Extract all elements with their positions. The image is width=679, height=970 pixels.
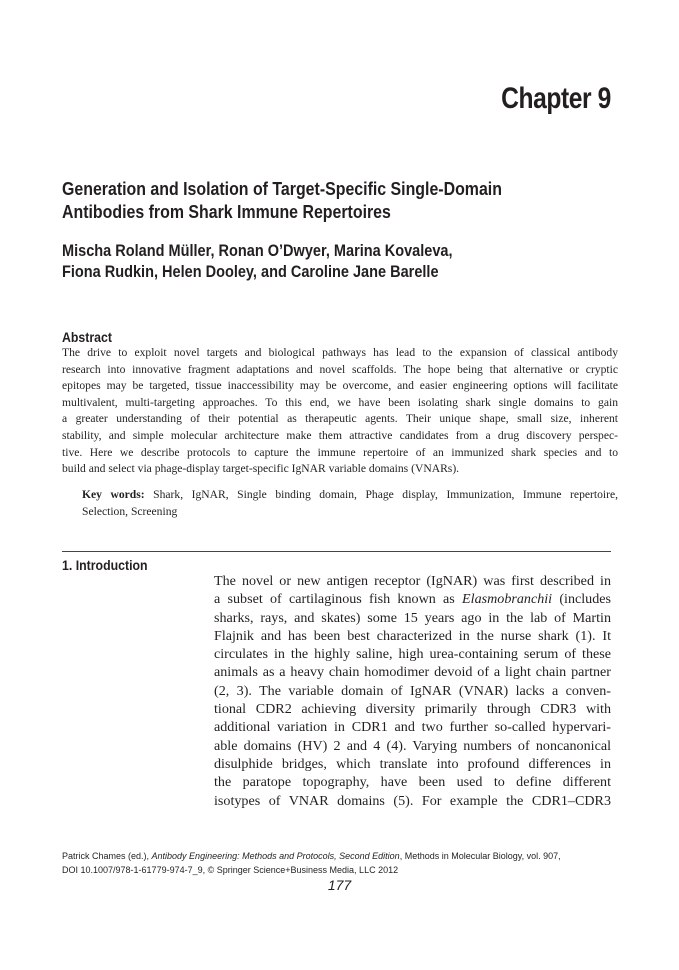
intro-line: disulphide bridges, which translate into profound differences in [214, 755, 611, 772]
keywords-label: Key words: [82, 488, 145, 501]
abstract-line: stability, and simple molecular architecture make them attractive candidates from a drug discovery perspec- [62, 428, 618, 442]
footer-line: Patrick Chames (ed.), Antibody Engineering: Methods and Protocols, Second Edition, Methods in Molecular Biology, vol. 907, [62, 851, 561, 861]
intro-line: Flajnik and has been best characterized in the nurse shark (1). It [214, 627, 611, 644]
intro-line: able domains (HV) 2 and 4 (4). Varying numbers of noncanonical [214, 737, 611, 754]
chapter-label: Chapter 9 [501, 82, 611, 115]
abstract-line: build and select via phage-display target-specific IgNAR variable domains (VNARs). [62, 462, 460, 476]
footer-line: DOI 10.1007/978-1-61779-974-7_9, © Springer Science+Business Media, LLC 2012 [62, 864, 399, 875]
intro-line: animals as a heavy chain homodimer devoid of a light chain partner [214, 664, 611, 681]
introduction-body [214, 572, 611, 810]
abstract-line: The drive to exploit novel targets and biological pathways has lead to the expansion of classical antibody [62, 346, 618, 359]
authors-line: Mischa Roland Müller, Ronan O’Dwyer, Marina Kovaleva, [62, 242, 453, 260]
title-line: Generation and Isolation of Target-Specific Single-Domain [62, 178, 502, 199]
intro-line: isotypes of VNAR domains (5). For example the CDR1–CDR3 [214, 792, 611, 809]
book-title: Antibody Engineering: Methods and Protocols, Second Edition [151, 851, 400, 861]
intro-line: a subset of cartilaginous fish known as Elasmobranchii (includes [214, 591, 612, 608]
authors-line: Fiona Rudkin, Helen Dooley, and Caroline Jane Barelle [62, 263, 439, 281]
intro-line: sharks, rays, and skates) some 15 years ago in the lab of Martin [214, 609, 611, 626]
abstract-line: multivalent, multi-targeting approaches. To this end, we have been isolating shark single domains to gain [62, 395, 618, 409]
taxon-name: Elasmobranchii [462, 591, 553, 608]
keywords [82, 486, 618, 520]
abstract-line: epitopes may be targeted, tissue inaccessibility may be overcome, and easier engineering options will facilitate [62, 379, 618, 393]
abstract-line: research into innovative fragment adaptations and novel scaffolds. The hope being that alternative or cryptic [62, 362, 618, 376]
abstract-heading: Abstract [62, 329, 112, 345]
abstract-line: a greater understanding of their potential as therapeutic agents. Their unique shape, small size, inherent [62, 412, 618, 426]
intro-line: circulates in the highly saline, high urea-containing serum of these [214, 646, 611, 663]
keywords-text: Selection, Screening [82, 505, 178, 518]
authors [62, 241, 453, 283]
abstract-line: tive. Here we describe protocols to capture the immune repertoire of an immunized shark species and to [62, 445, 618, 459]
section-divider [62, 551, 611, 552]
introduction-heading: 1. Introduction [62, 557, 148, 573]
chapter-title [62, 177, 502, 223]
keywords-text: Shark, IgNAR, Single binding domain, Phage display, Immunization, Immune repertoire, [153, 488, 619, 501]
intro-line: the paratope topography, have been used to define different [214, 774, 611, 791]
intro-line: The novel or new antigen receptor (IgNAR) was first described in [214, 573, 611, 589]
citation-footer [62, 850, 561, 877]
intro-line: tional CDR2 achieving diversity primarily through CDR3 with [214, 701, 611, 718]
page-number: 177 [327, 877, 352, 893]
intro-line: additional variation in CDR1 and two further so-called hypervari- [214, 719, 611, 736]
intro-line: (2, 3). The variable domain of IgNAR (VNAR) lacks a conven- [214, 682, 611, 699]
title-line: Antibodies from Shark Immune Repertoires [62, 201, 391, 222]
abstract-body [62, 345, 618, 478]
